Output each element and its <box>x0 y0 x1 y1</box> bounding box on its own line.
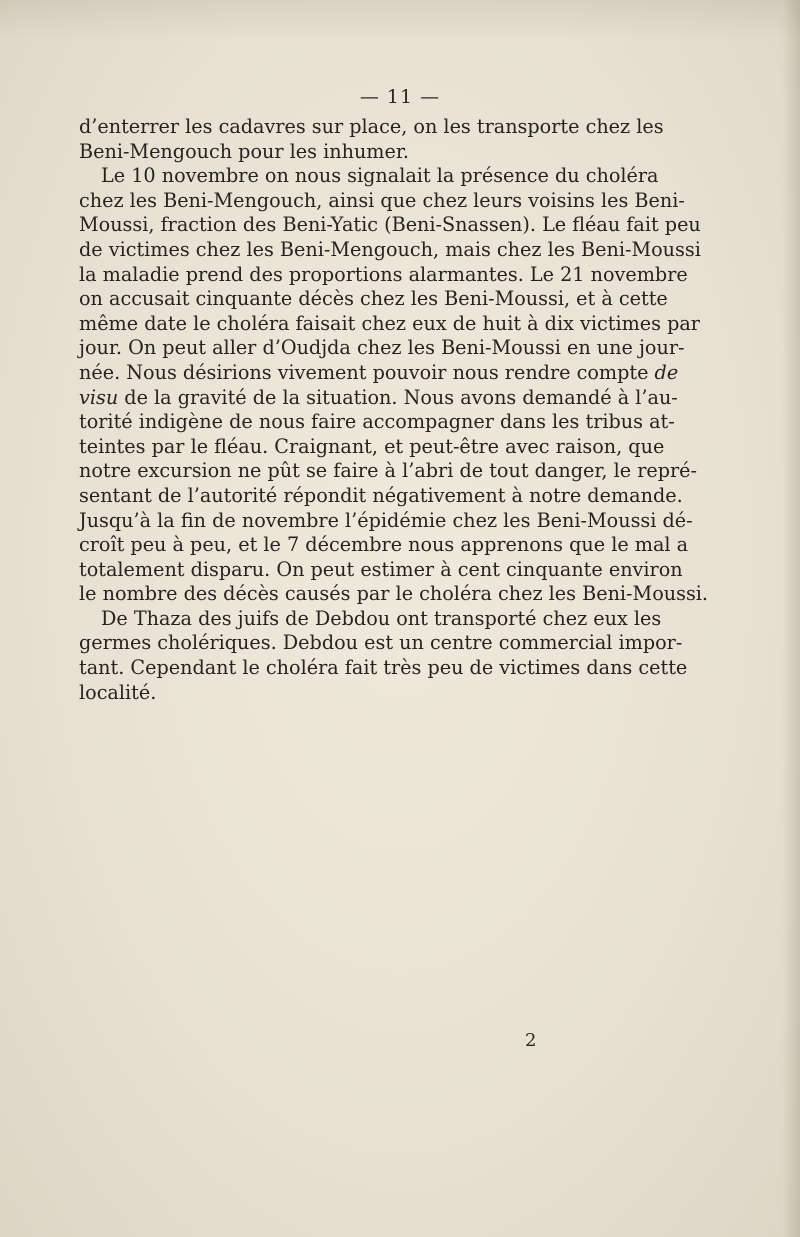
text-line-8: on accusait cinquante décès chez les Beni-Moussi, et à cette <box>79 287 668 311</box>
text-line-10: jour. On peut aller d’Oudjda chez les Beni-Moussi en une jour- <box>79 336 685 360</box>
text-line-23: tant. Cependant le choléra fait très peu de victimes dans cette <box>79 656 688 680</box>
text-line-11-italic: de <box>654 360 679 384</box>
text-line-4: chez les Beni-Mengouch, ainsi que chez leurs voisins les Beni- <box>79 188 685 212</box>
text-line-24: localité. <box>79 680 157 704</box>
body-text <box>79 115 709 705</box>
text-line-22: germes cholériques. Debdou est un centre commercial impor- <box>79 631 683 655</box>
text-line-12 <box>79 385 678 411</box>
running-head-page-number: — 11 — <box>359 86 441 108</box>
text-line-5: Moussi, fraction des Beni-Yatic (Beni-Snassen). Le fléau fait peu <box>79 213 701 237</box>
text-line-16: sentant de l’autorité répondit négativement à notre demande. <box>79 483 683 507</box>
signature-mark: 2 <box>525 1030 537 1051</box>
text-line-19: totalement disparu. On peut estimer à cent cinquante environ <box>79 557 683 581</box>
text-line-2: Beni-Mengouch pour les inhumer. <box>79 139 410 163</box>
text-line-11 <box>79 360 679 386</box>
text-line-9: même date le choléra faisait chez eux de huit à dix victimes par <box>79 311 700 335</box>
text-line-15: notre excursion ne pût se faire à l’abri de tout danger, le repré- <box>79 459 698 483</box>
text-line-21: De Thaza des juifs de Debdou ont transporté chez eux les <box>101 606 662 630</box>
text-line-14: teintes par le fléau. Craignant, et peut-être avec raison, que <box>79 434 665 458</box>
text-line-20: le nombre des décès causés par le choléra chez les Beni-Moussi. <box>79 582 709 606</box>
page-right-shadow <box>782 0 800 1237</box>
text-line-6: de victimes chez les Beni-Mengouch, mais chez les Beni-Moussi <box>79 237 701 261</box>
text-line-13: torité indigène de nous faire accompagner dans les tribus at- <box>79 410 675 434</box>
page-top-shadow <box>0 0 800 40</box>
text-line-11-roman: née. Nous désirions vivement pouvoir nous rendre compte <box>79 360 655 384</box>
text-line-17: Jusqu’à la fin de novembre l’épidémie chez les Beni-Moussi dé- <box>79 508 693 532</box>
text-line-12-roman: de la gravité de la situation. Nous avons demandé à l’au- <box>118 385 678 409</box>
text-line-18: croît peu à peu, et le 7 décembre nous apprenons que le mal a <box>79 533 689 557</box>
text-line-12-italic: visu <box>79 385 119 409</box>
text-line-7: la maladie prend des proportions alarmantes. Le 21 novembre <box>79 262 688 286</box>
text-line-3: Le 10 novembre on nous signalait la présence du choléra <box>101 164 659 188</box>
text-line-1: d’enterrer les cadavres sur place, on les transporte chez les <box>79 115 664 138</box>
